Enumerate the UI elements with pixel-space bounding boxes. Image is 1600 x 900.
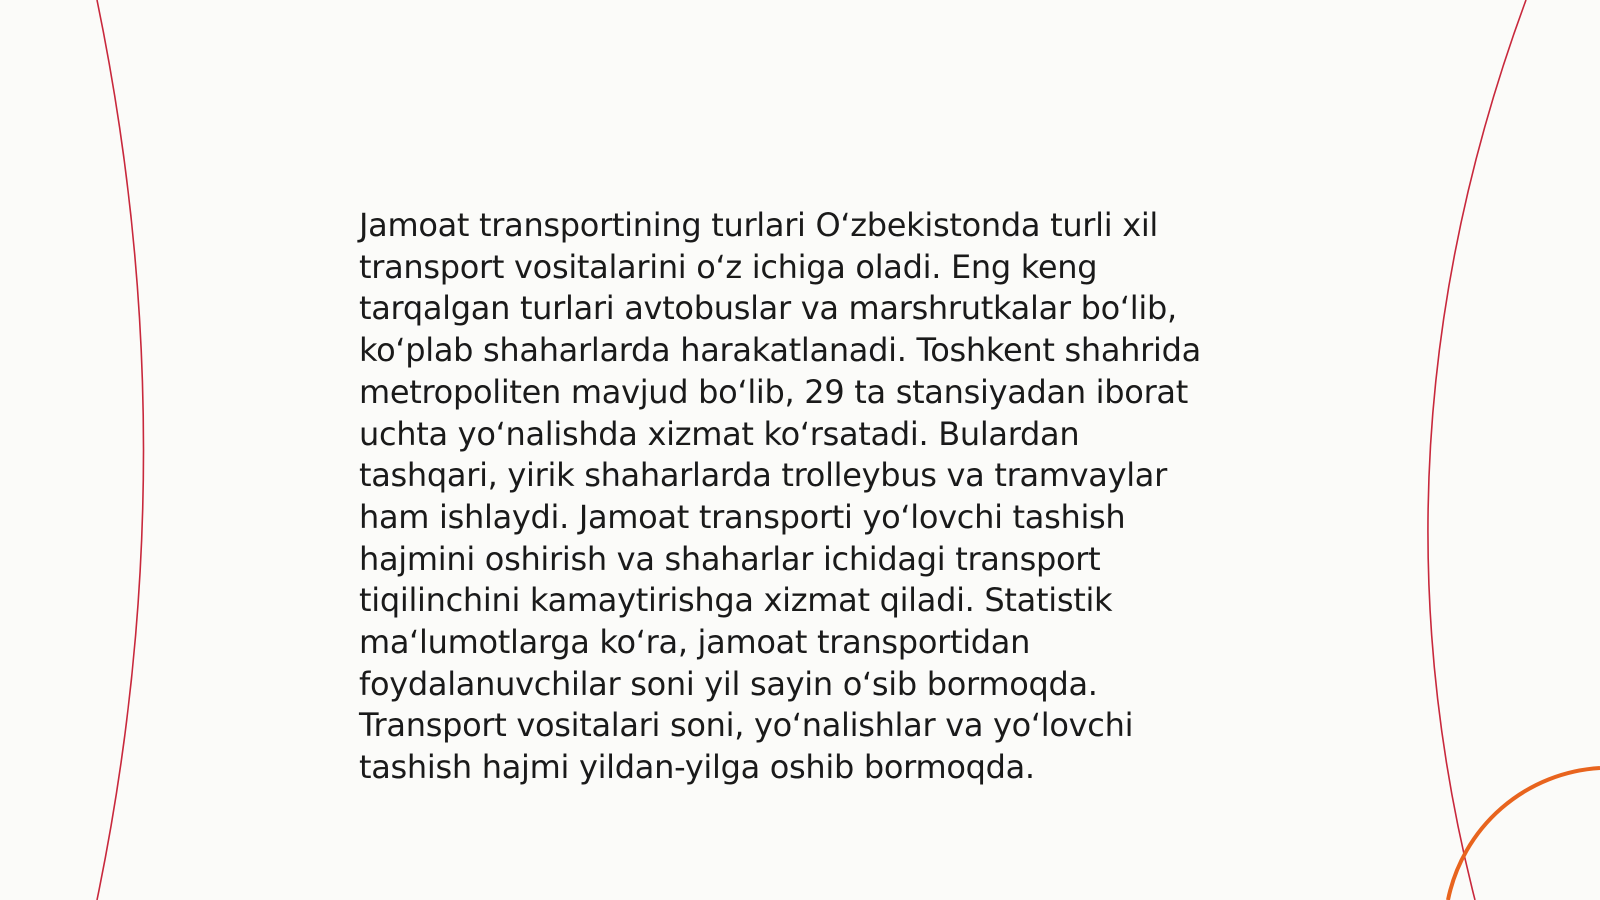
left-curve [97,0,144,900]
right-curve [1428,0,1526,900]
body-paragraph: Jamoat transportining turlari Oʻzbekistonda turli xil transport vositalarini oʻz ichiga oladi. Eng keng tarqalgan turlari avtobuslar va marshrutkalar boʻlib, koʻplab shaharlarda harakatlanadi. Toshkent shahrida metropoliten mavjud boʻlib, 29 ta stansiyadan iborat uchta yoʻnalishda xizmat koʻrsatadi. Bulardan tashqari, yirik shaharlarda trolleybus va tramvaylar ham ishlaydi. Jamoat transporti yoʻlovchi tashish hajmini oshirish va shaharlar ichidagi transport tiqilinchini kamaytirishga xizmat qiladi. Statistik maʻlumotlarga koʻra, jamoat transportidan foydalanuvchilar soni yil sayin oʻsib bormoqda. Transport vositalari soni, yoʻnalishlar va yoʻlovchi tashish hajmi yildan-yilga oshib bormoqda. [359,206,1201,787]
